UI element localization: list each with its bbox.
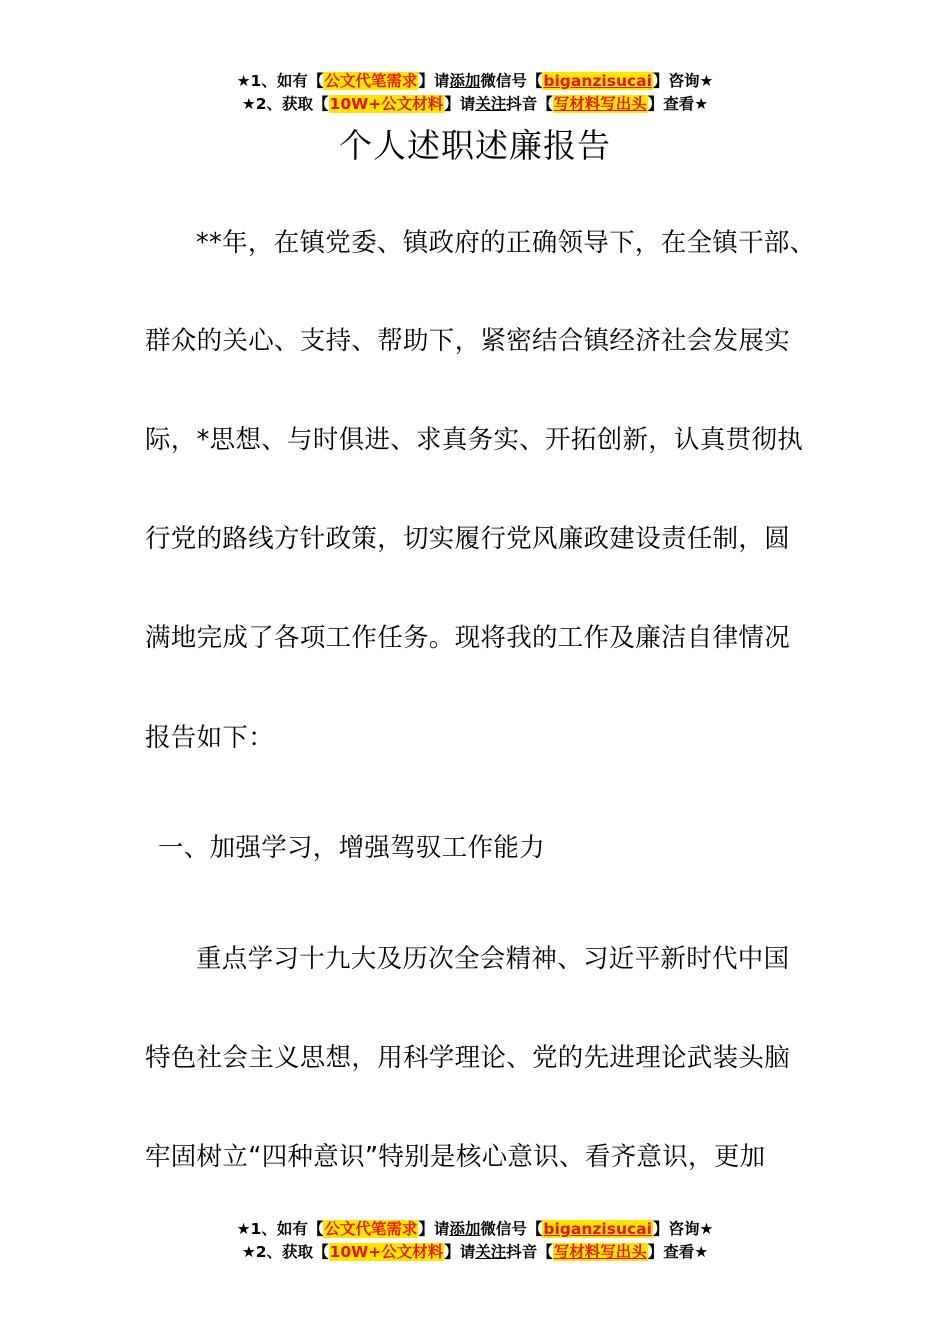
banner-text: 抖音【	[506, 95, 553, 113]
banner-line-2	[0, 1241, 950, 1264]
banner-text: ★2、获取【	[241, 95, 329, 113]
footer-banner	[0, 1218, 950, 1264]
paragraph-line: **年，在镇党委、镇政府的正确领导下，在全镇干部、	[196, 228, 816, 258]
banner-text: ★1、如有【	[236, 72, 324, 90]
highlight-materials: 10W+公文材料	[329, 1243, 444, 1261]
paragraph-line: 际，*思想、与时俱进、求真务实、开拓创新，认真贯彻执	[145, 425, 804, 455]
douyin-account-link[interactable]: 写材料写出头	[553, 95, 647, 113]
highlight-service: 公文代笔需求	[324, 1220, 418, 1238]
section-heading: 一、加强学习，增强驾驭工作能力	[158, 833, 546, 863]
banner-text: 微信号【	[480, 72, 543, 90]
banner-emphasis: 添加	[449, 72, 481, 90]
banner-line-2	[0, 93, 950, 116]
banner-text: 】咨询★	[652, 1220, 714, 1238]
wechat-id-link[interactable]: biganzisucai	[543, 1220, 652, 1238]
banner-text: 抖音【	[506, 1243, 553, 1261]
paragraph-line: 报告如下：	[145, 723, 275, 753]
banner-text: 】查看★	[647, 95, 709, 113]
wechat-id-link[interactable]: biganzisucai	[543, 72, 652, 90]
banner-text: ★1、如有【	[236, 1220, 324, 1238]
banner-text: 】请	[444, 95, 476, 113]
banner-text: 】请	[418, 1220, 450, 1238]
highlight-materials: 10W+公文材料	[329, 95, 444, 113]
banner-line-1	[0, 1218, 950, 1241]
banner-emphasis: 关注	[475, 95, 507, 113]
banner-text: ★2、获取【	[241, 1243, 329, 1261]
paragraph-line: 群众的关心、支持、帮助下，紧密结合镇经济社会发展实	[145, 326, 791, 356]
paragraph-line: 行党的路线方针政策，切实履行党风廉政建设责任制，圆	[145, 524, 791, 554]
paragraph-line: 牢固树立“四种意识”特别是核心意识、看齐意识，更加	[145, 1142, 766, 1172]
banner-emphasis: 添加	[449, 1220, 481, 1238]
header-banner	[0, 70, 950, 116]
banner-text: 】咨询★	[652, 72, 714, 90]
banner-emphasis: 关注	[475, 1243, 507, 1261]
banner-text: 】请	[444, 1243, 476, 1261]
document-title: 个人述职述廉报告	[339, 126, 611, 165]
banner-text: 】请	[418, 72, 450, 90]
banner-text: 微信号【	[480, 1220, 543, 1238]
banner-line-1	[0, 70, 950, 93]
paragraph-line: 满地完成了各项工作任务。现将我的工作及廉洁自律情况	[145, 623, 791, 653]
paragraph-line: 特色社会主义思想，用科学理论、党的先进理论武装头脑	[145, 1043, 791, 1073]
paragraph-line: 重点学习十九大及历次全会精神、习近平新时代中国	[196, 944, 790, 974]
highlight-service: 公文代笔需求	[324, 72, 418, 90]
douyin-account-link[interactable]: 写材料写出头	[553, 1243, 647, 1261]
banner-text: 】查看★	[647, 1243, 709, 1261]
